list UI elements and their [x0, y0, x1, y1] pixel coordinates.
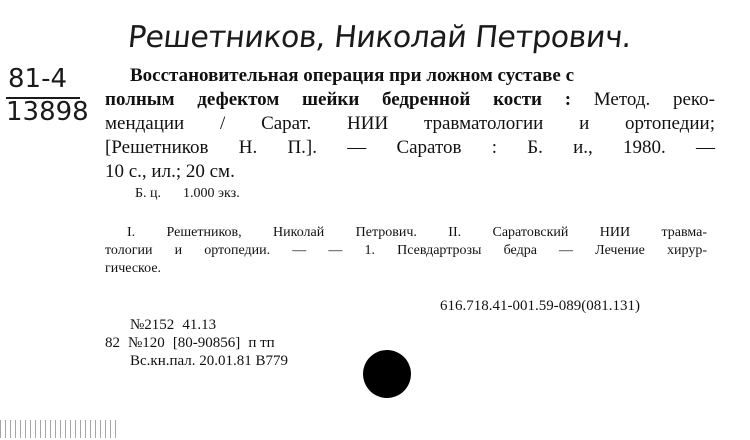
registration-range: [80-90856] — [172, 335, 241, 351]
call-number-bottom: 13898 — [6, 97, 89, 127]
tracings — [105, 224, 707, 278]
title-line-3: мендации / Сарат. НИИ травматологии и ортопедии; — [105, 113, 715, 134]
classification-number: 616.718.41-001.59-089(081.131) — [440, 298, 640, 314]
registration-prefix: 82 — [105, 335, 120, 351]
copies-line — [135, 186, 262, 202]
order-row — [105, 316, 288, 334]
registration-number: №120 — [128, 335, 165, 351]
tracings-line-2: тологии и ортопедии. — — 1. Псевдартрозы бедра — Лечение хирур- — [105, 243, 707, 258]
title-bold-part: полным дефектом шейки бедренной кости : — [105, 89, 594, 110]
price-note: Б. ц. — [135, 186, 162, 201]
tracings-line-1: I. Решетников, Николай Петрович. II. Саратовский НИИ травма- — [127, 225, 707, 240]
title-line-2 — [105, 88, 715, 112]
registration-row — [105, 334, 288, 352]
card-hole — [363, 350, 411, 398]
collation-line: 10 с., ил.; 20 см. — [105, 161, 235, 182]
print-run: 1.000 экз. — [183, 186, 240, 201]
registration-suffix: п тп — [248, 335, 275, 351]
order-number: №2152 — [130, 317, 175, 333]
chamber-row: Вс.кн.пал. 20.01.81 В779 — [130, 353, 289, 369]
order-code: 41.13 — [182, 317, 217, 333]
main-entry — [105, 64, 715, 184]
card-meta — [105, 316, 288, 370]
imprint-line: [Решетников Н. П.]. — Саратов : Б. и., 1980. — — [105, 137, 715, 158]
handwritten-author-heading: Решетников, Николай Петрович. — [126, 20, 634, 55]
title-line-1: Восстановительная операция при ложном суставе с — [130, 65, 575, 86]
scan-noise — [0, 420, 120, 438]
title-regular-part: Метод. реко- — [593, 89, 716, 110]
call-number-top: 81-4 — [8, 64, 68, 94]
tracings-line-3: гическое. — [105, 261, 162, 276]
